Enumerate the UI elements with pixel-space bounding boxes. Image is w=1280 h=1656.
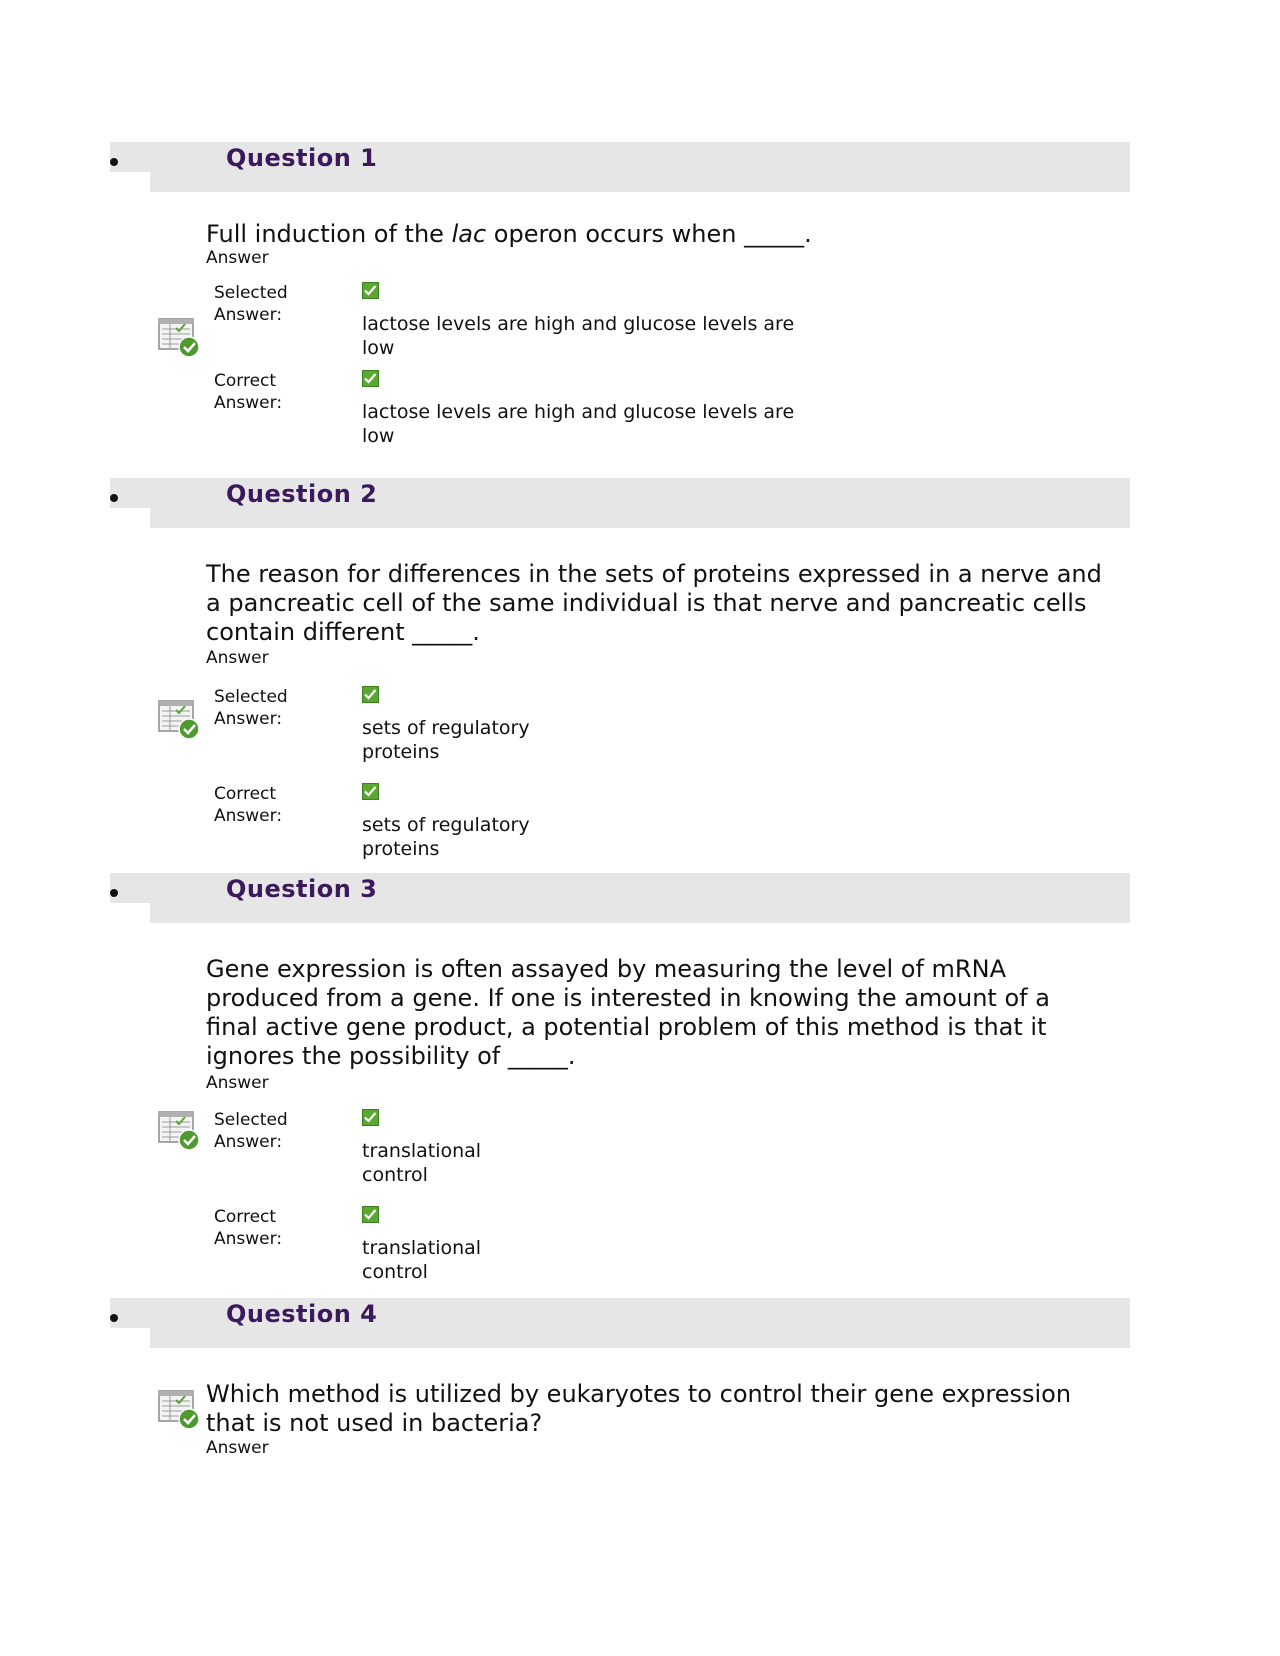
selected-answer-label: Selected Answer: [214, 687, 288, 729]
selected-answer-text: sets of regulatory proteins [362, 717, 530, 763]
graded-correct-icon [158, 698, 200, 740]
checkbox-checked-icon [362, 282, 379, 299]
correct-answer-text: lactose levels are high and glucose levels are low [362, 401, 795, 447]
question-title: Question 3 [226, 875, 378, 903]
question-header [110, 142, 1130, 192]
selected-answer-label: Selected Answer: [214, 1110, 288, 1152]
question-header [110, 478, 1130, 528]
checkbox-checked-icon [362, 1206, 379, 1223]
correct-answer-text: sets of regulatory proteins [362, 814, 530, 860]
question-text: Full induction of the lac operon occurs when _____. [206, 220, 812, 248]
question-2 [110, 478, 1130, 860]
checkbox-checked-icon [362, 686, 379, 703]
bullet [110, 889, 118, 897]
question-title: Question 1 [226, 144, 378, 172]
graded-correct-icon [158, 316, 200, 358]
checkbox-checked-icon [362, 370, 379, 387]
answer-label: Answer [206, 248, 269, 268]
bullet [110, 494, 118, 502]
correct-answer-text: translational control [362, 1237, 482, 1283]
question-text: Gene expression is often assayed by measuring the level of mRNA produced from a gene. If one is interested in knowing the amount of a final active gene product, a potential problem of this method is that it ignores the possibility of _____. [206, 955, 1050, 1070]
correct-answer-label: Correct Answer: [214, 784, 283, 826]
question-header [110, 873, 1130, 923]
question-text: Which method is utilized by eukaryotes to control their gene expression that is not used in bacteria? [206, 1380, 1072, 1437]
question-text: The reason for differences in the sets of proteins expressed in a nerve and a pancreatic cell of the same individual is that nerve and pancreatic cells contain different _____. [206, 560, 1102, 646]
bullet [110, 158, 118, 166]
checkbox-checked-icon [362, 783, 379, 800]
graded-correct-icon [158, 1109, 200, 1151]
selected-answer-label: Selected Answer: [214, 283, 288, 325]
bullet [110, 1314, 118, 1322]
correct-answer-label: Correct Answer: [214, 1207, 283, 1249]
answer-label: Answer [206, 1073, 269, 1093]
question-title: Question 4 [226, 1300, 378, 1328]
selected-answer-text: translational control [362, 1140, 482, 1186]
answer-label: Answer [206, 1438, 269, 1458]
answer-label: Answer [206, 648, 269, 668]
question-1 [110, 142, 1130, 447]
selected-answer-text: lactose levels are high and glucose levels are low [362, 313, 795, 359]
question-3 [110, 873, 1130, 1293]
question-header [110, 1298, 1130, 1348]
question-title: Question 2 [226, 480, 378, 508]
correct-answer-label: Correct Answer: [214, 371, 283, 413]
question-4 [110, 1298, 1130, 1468]
graded-correct-icon [158, 1388, 200, 1430]
checkbox-checked-icon [362, 1109, 379, 1126]
